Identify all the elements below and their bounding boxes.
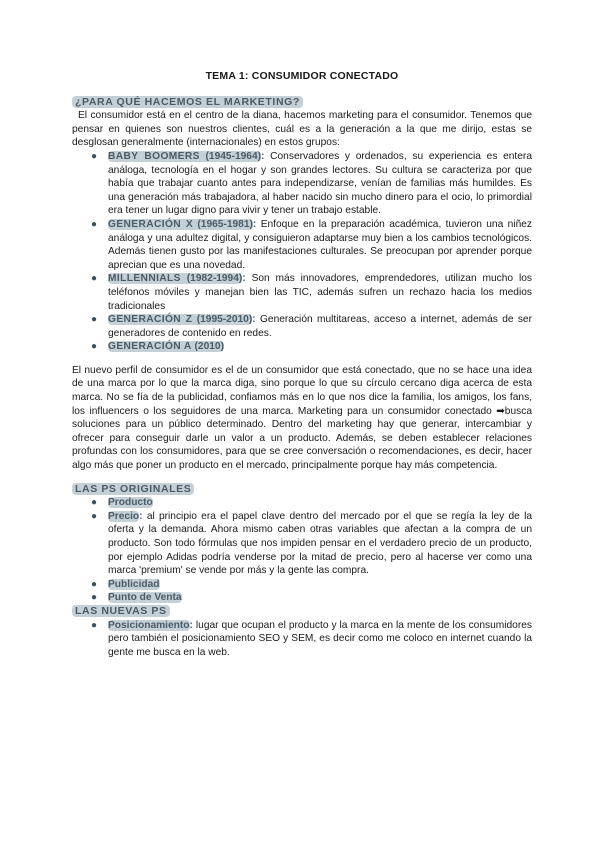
list-item-baby-boomers: ● BABY BOOMERS (1945-1964): Conservadores y ordenados, su experiencia es entera análoga, tecnología en el hogar y son grandes lectores. Su cultura se caracteriza por que había que trabajar cuanto antes para independizarse, venían de familias más humildes. Es una generación más trabajadora, al haber nacido sin mucho dinero para el ocio, lo primordial era tener un lugar digno para vivir y tener un trabajo estable.	[91, 150, 532, 217]
intro-paragraph: El consumidor está en el centro de la diana, hacemos marketing para el consumidor. Tenemos que pensar en quienes son nuestros clientes, cuál es a la generación a la que me dirijo, estas se desglosan generalmente (internacionales) en estos grupos:	[72, 110, 532, 149]
list-item-producto	[91, 496, 532, 510]
list-item-posicionamiento: ● Posicionamiento: lugar que ocupan el producto y la marca en la mente de los consumidores pero también el posicionamiento SEO y SEM, es decir como me coloco en internet cuando la gente me busca en la web.	[91, 619, 532, 658]
ps-label: Posicionamiento	[108, 619, 190, 631]
ps-label: Precio	[108, 510, 140, 522]
generation-text: Generación multitareas, acceso a internet, además de ser generadores de contenido en redes.	[108, 314, 532, 339]
generation-years: (1945-1964)	[205, 150, 262, 162]
bullet-icon: ●	[91, 510, 98, 522]
consumer-profile-paragraph: El nuevo perfil de consumidor es el de un consumidor que está conectado, que no se hace una idea de una marca por lo que la marca diga, sino porque lo que su círculo cercano diga acerca de esta marca. No se fía de la publicidad, confiamos más en lo que nos dice la familia, los amigos, los fans, los influencers o los seguidores de una marca. Marketing para un consumidor conectado ➡busca soluciones para un público determinado. Dentro del marketing hay que generar, intercambiar y ofrecer para conseguir darle un valor a un producto. Además, se deben establecer relaciones profundas con los consumidores, para que se cree conversación o recomendaciones, es decir, hacer algo más que poner un producto en el mercado, principalmente porque hay más competencia.	[72, 364, 532, 472]
bullet-icon: ●	[91, 150, 98, 162]
bullet-icon: ●	[91, 314, 98, 326]
ps-text: lugar que ocupan el producto y la marca en la mente de los consumidores pero también el posicionamiento SEO y SEM, es decir como me coloco en internet cuando la gente me busca en la web.	[108, 619, 532, 658]
ps-label: Publicidad	[108, 578, 160, 590]
generation-name: BABY BOOMERS	[108, 150, 200, 162]
generation-name: GENERACIÓN Z	[108, 314, 193, 326]
generation-text: Conservadores y ordenados, su experiencia es entera análoga, tecnología en el hogar y son grandes lectores. Su cultura se caracteriza por que había que trabajar cuanto antes para independizarse, venían de familias más humildes. Es una generación más trabajadora, al haber nacido sin mucho dinero para el ocio, lo primordial era tener un lugar digno para vivir y tener un trabajo estable.	[108, 150, 532, 217]
bullet-icon: ●	[91, 592, 98, 604]
generation-years: (1995-2010)	[196, 314, 253, 326]
bullet-icon: ●	[91, 218, 98, 230]
generation-years: (2010)	[194, 341, 224, 353]
generation-name: GENERACIÓN A	[108, 341, 192, 353]
generation-name: MILLENNIALS	[108, 273, 181, 285]
list-item-millennials: ● MILLENNIALS (1982-1994): Son más innovadores, emprendedores, utilizan mucho los teléfonos móviles y manejan bien las TIC, además sufren un rechazo hacia los medios tradicionales	[91, 273, 532, 312]
ps-original-list	[72, 496, 532, 605]
bullet-icon: ●	[91, 619, 98, 631]
bullet-icon: ●	[91, 341, 98, 353]
list-item-punto-de-venta	[91, 591, 532, 605]
generation-years: (1982-1994)	[186, 273, 243, 285]
bullet-icon: ●	[91, 273, 98, 285]
list-item-generacion-z: ● GENERACIÓN Z (1995-2010): Generación multitareas, acceso a internet, además de ser generadores de contenido en redes.	[91, 314, 532, 339]
section-heading-nuevas-ps: LAS NUEVAS PS	[72, 605, 532, 619]
generation-text: Enfoque en la preparación académica, tuvieron una niñez análoga y una adultez digital, y consiguieron adaptarse muy bien a los cambios tecnológicos. Además tienen gusto por las manifestaciones culturales. Se preocupan por aprender porque aprecian que es una novedad.	[108, 218, 532, 271]
ps-text: al principio era el papel clave dentro del mercado por el que se regía la ley de la oferta y la demanda. Ahora mismo caben otras variables que afectan a la compra de un producto. Son todo fórmulas que nos impiden pensar en el verdadero precio de un producto, por ejemplo Adidas podría venderse por la mitad de precio, pero al hacerse ver como una marca 'premium' se vende por más y la gente las compra.	[108, 510, 532, 577]
section-heading-ps-originales: LAS PS ORIGINALES	[72, 483, 532, 497]
bullet-icon: ●	[91, 578, 98, 590]
generation-name: GENERACIÓN X	[108, 218, 194, 230]
list-item-precio: ● Precio: al principio era el papel clave dentro del mercado por el que se regía la ley de la oferta y la demanda. Ahora mismo caben otras variables que afectan a la compra de un producto. Son todo fórmulas que nos impiden pensar en el verdadero precio de un producto, por ejemplo Adidas podría venderse por la mitad de precio, pero al hacerse ver como una marca 'premium' se vende por más y la gente las compra.	[91, 510, 532, 577]
generation-years: (1965-1981)	[197, 218, 253, 230]
ps-new-list	[72, 619, 532, 660]
list-item-publicidad	[91, 578, 532, 592]
list-item-generacion-x: ● GENERACIÓN X (1965-1981): Enfoque en la preparación académica, tuvieron una niñez análoga y una adultez digital, y consiguieron adaptarse muy bien a los cambios tecnológicos. Además tienen gusto por las manifestaciones culturales. Se preocupan por aprender porque aprecian que es una novedad.	[91, 218, 532, 271]
section-heading-marketing: ¿PARA QUÉ HACEMOS EL MARKETING?	[72, 96, 532, 110]
document-title: TEMA 1: CONSUMIDOR CONECTADO	[205, 70, 399, 82]
bullet-icon: ●	[91, 497, 98, 509]
list-item-generacion-a	[91, 340, 532, 354]
ps-label: Producto	[108, 497, 153, 509]
ps-label: Punto de Venta	[108, 592, 182, 604]
generation-text: Son más innovadores, emprendedores, utilizan mucho los teléfonos móviles y manejan bien las TIC, además sufren un rechazo hacia los medios tradicionales	[108, 273, 532, 312]
generations-list	[72, 150, 532, 354]
